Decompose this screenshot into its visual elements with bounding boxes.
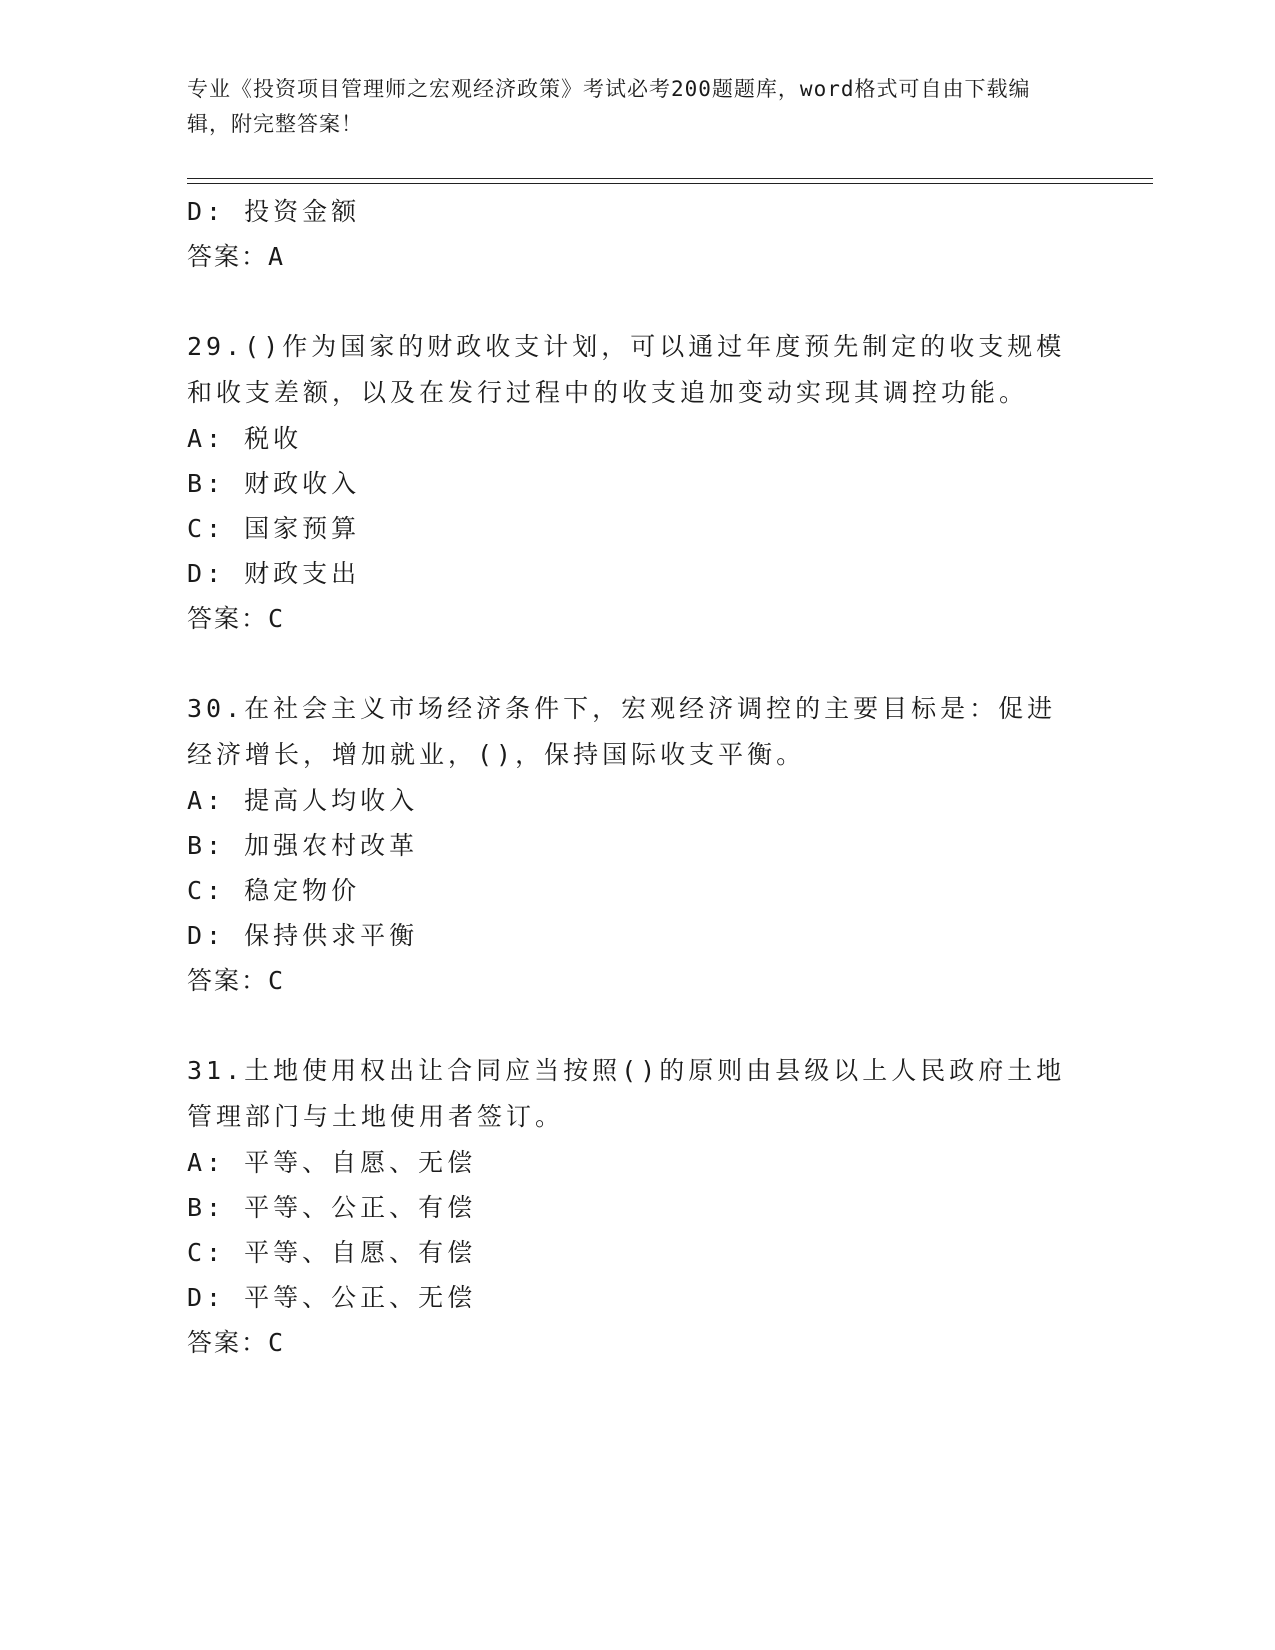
question-30 [187, 686, 1067, 1003]
answer-label: 答案： [187, 242, 269, 271]
answer-value: A [268, 242, 286, 271]
option-c: C: 平等、自愿、有偿 [187, 1238, 477, 1267]
option-b: B: 加强农村改革 [187, 831, 419, 860]
question-stem: 31.土地使用权出让合同应当按照()的原则由县级以上人民政府土地管理部门与土地使用者签订。 [187, 1056, 1066, 1131]
answer-line [187, 1320, 1067, 1365]
document-header: 专业《投资项目管理师之宏观经济政策》考试必考200题题库，word格式可自由下载编辑，附完整答案！ [187, 77, 1031, 136]
document-body [187, 189, 1067, 1365]
option-d: D: 平等、公正、无偿 [187, 1283, 477, 1312]
option-a: A: 提高人均收入 [187, 786, 419, 815]
option-b: B: 平等、公正、有偿 [187, 1193, 477, 1222]
option-c: C: 稳定物价 [187, 876, 361, 905]
answer-label: 答案： [187, 604, 269, 633]
answer-label: 答案： [187, 966, 269, 995]
question-stem: 30.在社会主义市场经济条件下，宏观经济调控的主要目标是：促进经济增长，增加就业，()，保持国际收支平衡。 [187, 694, 1057, 769]
option-d: D: 投资金额 [187, 197, 361, 226]
answer-value: C [268, 966, 286, 995]
option-a: A: 税收 [187, 424, 303, 453]
answer-line [187, 234, 1067, 279]
question-29 [187, 324, 1067, 641]
answer-value: C [268, 1328, 286, 1357]
header-rule-top [187, 178, 1153, 179]
option-a: A: 平等、自愿、无偿 [187, 1148, 477, 1177]
answer-value: C [268, 604, 286, 633]
option-d: D: 财政支出 [187, 559, 361, 588]
question-31 [187, 1048, 1067, 1365]
option-b: B: 财政收入 [187, 469, 361, 498]
option-d: D: 保持供求平衡 [187, 921, 419, 950]
answer-label: 答案： [187, 1328, 269, 1357]
question-stem: 29.()作为国家的财政收支计划，可以通过年度预先制定的收支规模和收支差额，以及在发行过程中的收支追加变动实现其调控功能。 [187, 332, 1066, 407]
answer-line [187, 958, 1067, 1003]
option-c: C: 国家预算 [187, 514, 361, 543]
header-rule-bottom [187, 183, 1153, 184]
answer-line [187, 596, 1067, 641]
